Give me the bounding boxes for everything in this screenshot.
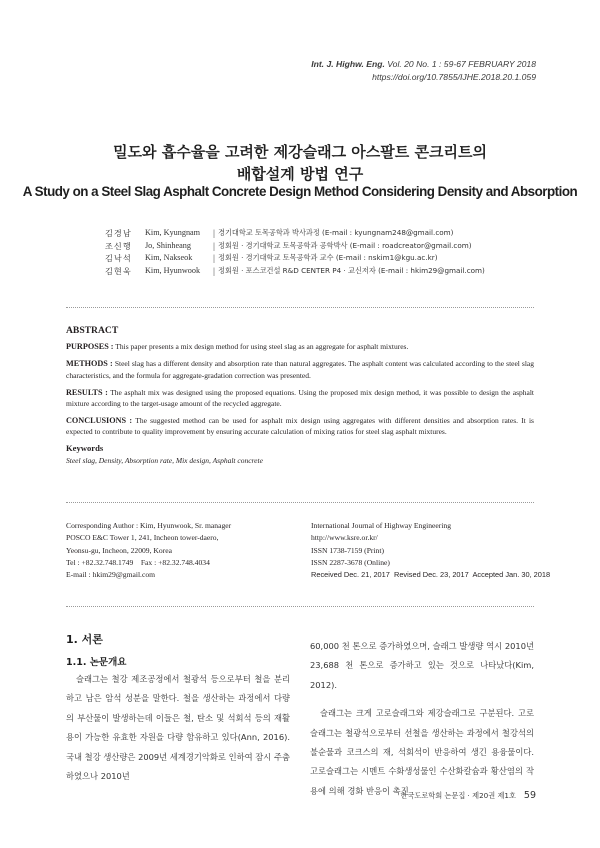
journal-header	[311, 58, 536, 84]
methods-label: METHODS :	[66, 359, 113, 369]
separator: |	[212, 240, 216, 251]
footer-journal-name: 한국도로학회 논문집 · 제20권 제1호	[400, 791, 516, 800]
journal-url[interactable]: http://www.ksre.or.kr/	[311, 533, 378, 543]
abstract-purposes	[66, 341, 534, 352]
author-affiliation: 경기대학교 토목공학과 박사과정 (E-mail : kyungnam248@gmail.com)	[218, 228, 454, 237]
divider	[66, 307, 534, 308]
author-list	[105, 227, 485, 277]
body-paragraph: 60,000 천 톤으로 증가하였으며, 슬래그 발생량 역시 2010년 23,688 천 톤으로 증가하고 있는 것으로 나타났다(Kim, 2012).	[310, 641, 534, 690]
author-row	[105, 265, 485, 278]
corr-email: E-mail : hkim29@gmail.com	[66, 570, 156, 580]
abstract-section	[66, 325, 534, 466]
corr-line: Yeonsu-gu, Incheon, 22009, Korea	[66, 545, 172, 555]
body-left-column	[66, 670, 290, 786]
doi-link[interactable]: https://doi.org/10.7855/IJHE.2018.20.1.059	[372, 72, 536, 82]
author-english-name: Kim, Kyungnam	[145, 228, 201, 237]
author-english-name: Kim, Hyunwook	[145, 265, 201, 275]
results-label: RESULTS :	[66, 387, 108, 397]
section-heading: 1. 서론	[66, 633, 103, 646]
keywords-heading: Keywords	[66, 443, 104, 454]
corresponding-author-info	[66, 520, 231, 581]
journal-info	[311, 520, 550, 581]
issn-print: ISSN 1738-7159 (Print)	[311, 545, 384, 555]
corr-line: Tel : +82.32.748.1749 Fax : +82.32.748.4034	[66, 557, 210, 567]
author-affiliation: 정회원 · 경기대학교 토목공학과 교수 (E-mail : nskim1@kgu.ac.kr)	[218, 253, 438, 263]
english-title: A Study on a Steel Slag Asphalt Concrete Design Method Considering Density and Absorption	[22, 184, 578, 199]
author-english-name: Kim, Nakseok	[145, 253, 193, 263]
issn-online: ISSN 2287-3678 (Online)	[311, 557, 390, 567]
body-paragraph: 슬래그는 철강 제조공정에서 철광석 등으로부터 철을 분리하고 남은 암석 성분을 말한다. 철을 생산하는 과정에서 다량의 부산물이 발생하는데 이들은 철, 탄소 및 석회석 등의 재활용이 가능한 유효한 자원을 다량 함유하고 있다(Ann, 2016). 국내 철강 생산량은 2009년 세계경기악화로 인하여 잠시 주춤하였으나 2010년	[66, 674, 290, 782]
conclusions-label: CONCLUSIONS :	[66, 415, 133, 425]
results-text: The asphalt mix was designed using the proposed equations. Using the proposed mix design method, it was possible to design the asphalt mixture according to the target-usage amount of the recycled aggregate.	[66, 387, 534, 409]
abstract-conclusions	[66, 415, 534, 438]
divider	[66, 606, 534, 607]
author-english-name: Jo, Shinheang	[145, 240, 191, 250]
body-right-column	[310, 637, 534, 801]
author-korean-name: 김현욱	[105, 265, 132, 276]
korean-title-line1: 밀도와 흡수율을 고려한 제강슬래그 아스팔트 콘크리트의	[113, 143, 487, 161]
purposes-label: PURPOSES :	[66, 342, 114, 352]
body-paragraph: 슬래그는 크게 고로슬래그와 제강슬래그로 구분된다. 고로슬래그는 철광석으로부터 선철을 생산하는 과정에서 철강석의 불순물과 코크스의 재, 석회석이 반응하여 생긴 용융물이다. 고로슬래그는 시멘트 수화생성물인 수산화칼슘과 황산염의 작용에 의해 경화 반응이 촉진	[310, 708, 534, 796]
author-korean-name: 조신행	[105, 240, 132, 251]
received-dates: Received Dec. 21, 2017 Revised Dec. 23, 2017 Accepted Jan. 30, 2018	[311, 570, 551, 580]
page-footer	[401, 790, 537, 801]
purposes-text: This paper presents a mix design method for using steel slag as an aggregate for asphalt mixtures.	[115, 342, 409, 352]
author-korean-name: 김경남	[105, 228, 132, 238]
corr-line: Corresponding Author : Kim, Hyunwook, Sr. manager	[66, 521, 232, 530]
divider	[66, 502, 534, 503]
keywords-list: Steel slag, Density, Absorption rate, Mix design, Asphalt concrete	[66, 455, 263, 465]
abstract-results	[66, 387, 534, 410]
journal-abbreviation: Int. J. Highw. Eng.	[311, 59, 385, 69]
separator: |	[212, 228, 216, 238]
abstract-heading: ABSTRACT	[66, 325, 119, 336]
author-korean-name: 김낙석	[105, 253, 132, 264]
author-row	[105, 227, 485, 240]
subsection-heading: 1.1. 논문개요	[66, 657, 127, 668]
separator: |	[212, 253, 216, 264]
korean-title-line2: 배합설계 방법 연구	[236, 165, 364, 183]
corr-line: POSCO E&C Tower 1, 241, Incheon tower-daero,	[66, 533, 219, 543]
korean-title	[0, 141, 600, 185]
page-number: 59	[523, 790, 536, 801]
author-row	[105, 252, 485, 265]
author-affiliation: 정회원 · 포스코건설 R&D CENTER P4 · 교신저자 (E-mail : hkim29@gmail.com)	[218, 265, 485, 275]
volume-info: Vol. 20 No. 1 : 59-67 FEBRUARY 2018	[387, 59, 536, 69]
author-affiliation: 정회원 · 경기대학교 토목공학과 공학박사 (E-mail : roadcreator@gmail.com)	[218, 240, 472, 250]
journal-name: International Journal of Highway Engineering	[311, 521, 452, 530]
abstract-methods	[66, 358, 534, 381]
methods-text: Steel slag has a different density and absorption rate than natural aggregates. The asphalt content was calculated according to the steel slag characteristics, and the formula for aggregate-gradation correction was presented.	[66, 359, 535, 380]
separator: |	[212, 265, 216, 276]
author-row	[105, 240, 485, 253]
conclusions-text: The suggested method can be used for asphalt mix design using aggregates with different densities and absorption rates. It is expected to contribute to quality improvement by ensuring accurate calculation of mixing ratios for steel slag asphalt mixtures.	[66, 415, 534, 437]
